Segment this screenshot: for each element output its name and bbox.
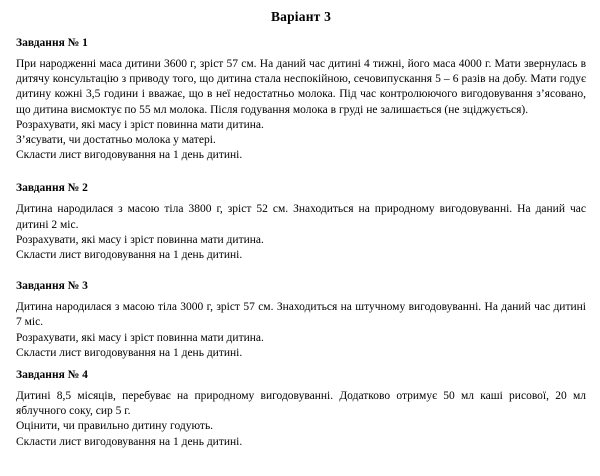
task-instruction-1-1: Розрахувати, які масу і зріст повинна мати дитина.: [16, 118, 264, 131]
task-heading-4: Завдання № 4: [16, 369, 88, 382]
task-paragraph-2: Дитина народилася з масою тіла 3800 г, зріст 52 см. Знаходиться на природному вигодовуванні. На даний час дитині 2 міс.: [16, 203, 586, 231]
page-title: Варіант 3: [270, 9, 332, 24]
section-spacer-1: [16, 163, 586, 181]
task-instruction-4-1: Оцінити, чи правильно дитину годують.: [16, 420, 214, 433]
task-heading-3: Завдання № 3: [16, 280, 88, 293]
task-heading-2: Завдання № 2: [16, 182, 88, 195]
task-block-2: [16, 181, 586, 263]
task-paragraph-4: Дитині 8,5 місяців, перебуває на природному вигодовуванні. Додатково отримує 50 мл каші рисової, 20 мл яблучного соку, сир 5 г.: [16, 390, 586, 418]
task-paragraph-3: Дитина народилася з масою тіла 3000 г, зріст 57 см. Знаходиться на штучному вигодовуванні. На даний час дитині 7 міс.: [16, 301, 586, 329]
task-instruction-3-2: Скласти лист вигодовування на 1 день дитині.: [16, 346, 243, 359]
task-heading-1: Завдання № 1: [16, 37, 88, 49]
task-paragraph-1: При народженні маса дитини 3600 г, зріст 57 см. На даний час дитині 4 тижні, його маса 4000 г. Мати звернулась в дитячу консультацію з приводу того, що дитина стала неспокійною, сечовипускання 5 – 6 разів на добу. Мати годує дитину кожні 3,5 години і вважає, що в неї недостатньо молока. Під час контролюючого вигодовування з’ясовано, що дитина висмоктує по 55 мл молока. Після годування молока в груді не залишається (не зціджується).: [16, 58, 586, 116]
task-instruction-2-1: Розрахувати, які масу і зріст повинна мати дитина.: [16, 233, 264, 246]
task-instruction-1-2: З’ясувати, чи достатньо молока у матері.: [16, 134, 216, 147]
task-instruction-3-1: Розрахувати, які масу і зріст повинна мати дитина.: [16, 331, 264, 344]
task-block-4: [16, 368, 586, 450]
section-spacer-2: [16, 263, 586, 279]
task-block-1: [16, 36, 586, 163]
task-instruction-4-2: Скласти лист вигодовування на 1 день дитині.: [16, 435, 243, 448]
task-instruction-2-2: Скласти лист вигодовування на 1 день дитині.: [16, 249, 243, 262]
task-instruction-1-3: Скласти лист вигодовування на 1 день дитині.: [16, 149, 243, 162]
section-spacer-3: [16, 361, 586, 368]
task-block-3: [16, 279, 586, 361]
